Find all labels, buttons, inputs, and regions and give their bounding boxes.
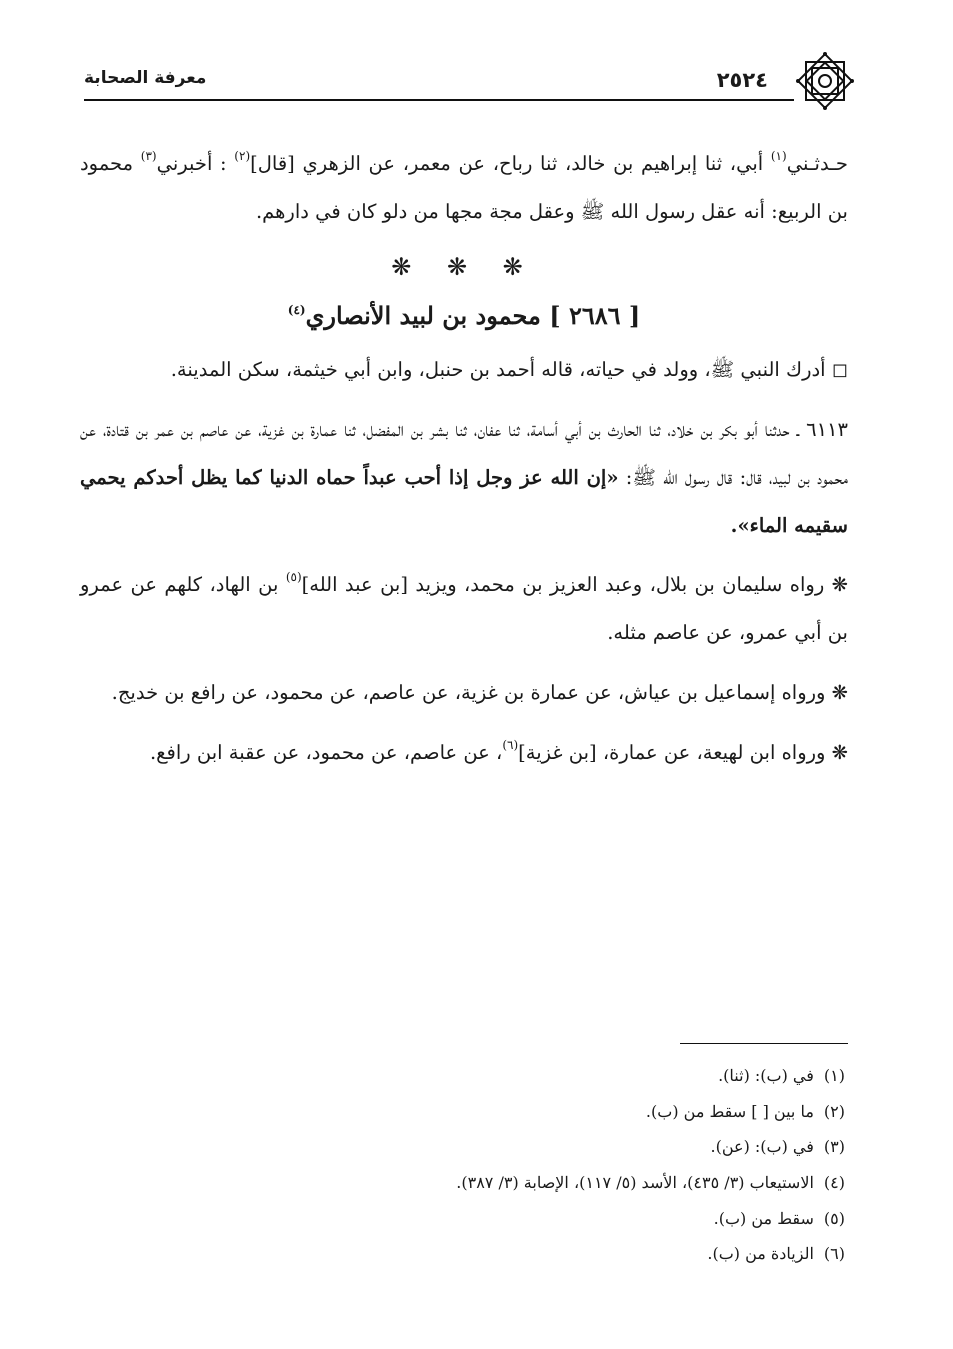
star-ornament-icon (792, 48, 858, 114)
footnote-1: (١)في (ب): (ثنا). (718, 1066, 845, 1085)
footnote-2: (٢)ما بين [ ] سقط من (ب). (645, 1101, 845, 1121)
hadith-quote: «إن الله عز وجل إذا أحب عبداً حماه الدنيا كما يظل أحدكم يحمي سقيمه الماء». (80, 465, 848, 537)
biography-paragraph: ◻ أدرك النبي ﷺ، وولد في حياته، قاله أحمد بن حنبل، وابن أبي خيثمة، سكن المدينة. (170, 358, 848, 382)
narration-2: ❋ ورواه إسماعيل بن عياش، عن عمارة بن غزية، عن عاصم، عن محمود، عن رافع بن خديج. (111, 680, 848, 704)
intro-paragraph: حـدثـني$^{(١)}$ أبي، ثنا إبراهيم بن خالد، ثنا رباح، عن معمر، عن الزهري [قال]$^{(٢)}$ : أخبرني$^{(٣)}$ محمود بن الربيع: أنه عقل رسول الله ﷺ وعقل مجة مجها من دلو كان في دارهم. (80, 149, 848, 223)
entry-heading: [ ٢٦٨٦ ] محمود بن لبيد الأنصاري$^{(٤)}$ (287, 300, 641, 330)
footnote-5: (٥)سقط من (ب). (713, 1208, 845, 1228)
footnote-ref-4: (٤) (287, 302, 306, 317)
footnote-ref-1: (١) (770, 149, 787, 163)
footnote-6: (٦)الزيادة من (ب). (707, 1244, 845, 1264)
narration-1: ❋ رواه سليمان بن بلال، وعبد العزيز بن محمد، ويزيد [بن عبد الله]$^{(٥)}$ بن الهاد، كلهم عن عمرو بن أبي عمرو، عن عاصم مثله. (80, 570, 848, 645)
footnote-3: (٣)في (ب): (عن). (710, 1137, 845, 1157)
header-rule (84, 99, 794, 101)
footnote-4: (٤)الاستيعاب (٣/ ٤٣٥)، الأسد (٥/ ١١٧)، الإصابة (٣/ ٣٨٧). (456, 1173, 845, 1193)
footnote-ref-2: (٢) (234, 149, 251, 163)
main-text (80, 140, 848, 782)
footnote-rule (680, 1043, 848, 1044)
hadith-paragraph: ٦١١٣ ـ حدثنا أبو بكر بن خلاد، ثنا الحارث بن أبي أسامة، ثنا عفان، ثنا بشر بن المفضل، ثنا عمارة بن غزية، عن عاصم بن عمر بن قتادة، عن محمود بن لبيد، قال: قال رسول الله ﷺ: «إن الله عز وجل إذا أحب عبداً حماه الدنيا كما يظل أحدكم يحمي سقيمه الماء». (80, 418, 849, 537)
footnote-ref-3: (٣) (140, 149, 157, 163)
book-title: معرفة الصحابة (84, 68, 207, 88)
footnotes (300, 1058, 845, 1272)
narration-3: ❋ ورواه ابن لهيعة، عن عمارة، [بن غزية]$^{(٦)}$، عن عاصم، عن محمود، عن عقبة ابن رافع. (149, 737, 848, 764)
page-number: ٢٥٢٤ (716, 68, 768, 92)
section-separator: ❋ ❋ ❋ (391, 252, 537, 281)
page-header (84, 58, 860, 102)
footnote-ref-6: (٦) (502, 737, 519, 752)
footnote-ref-5: (٥) (285, 570, 302, 585)
